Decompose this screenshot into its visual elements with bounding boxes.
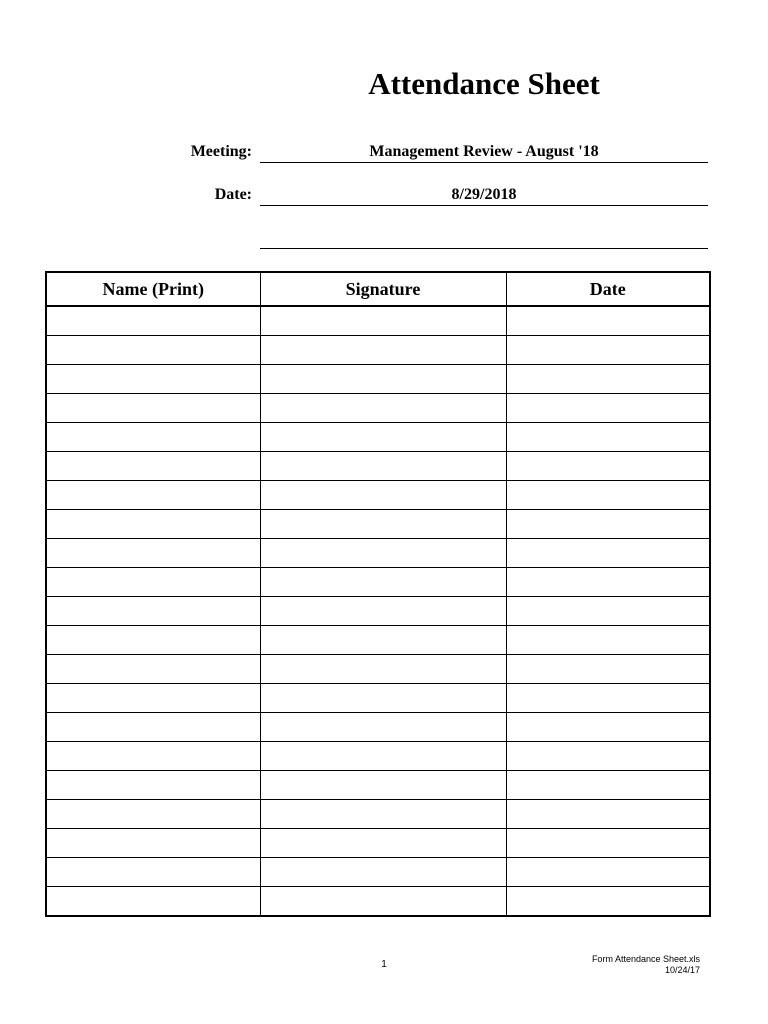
signature-cell[interactable] bbox=[260, 336, 506, 365]
table-row bbox=[46, 655, 710, 684]
column-header-name: Name (Print) bbox=[46, 272, 260, 306]
signature-cell[interactable] bbox=[260, 568, 506, 597]
name-cell[interactable] bbox=[46, 336, 260, 365]
name-cell[interactable] bbox=[46, 742, 260, 771]
signature-cell[interactable] bbox=[260, 306, 506, 336]
page-number: 1 bbox=[381, 959, 387, 970]
date-cell[interactable] bbox=[506, 655, 710, 684]
table-row bbox=[46, 306, 710, 336]
signature-cell[interactable] bbox=[260, 539, 506, 568]
date-cell[interactable] bbox=[506, 771, 710, 800]
signature-cell[interactable] bbox=[260, 655, 506, 684]
date-cell[interactable] bbox=[506, 539, 710, 568]
signature-cell[interactable] bbox=[260, 394, 506, 423]
signature-cell[interactable] bbox=[260, 481, 506, 510]
date-cell[interactable] bbox=[506, 713, 710, 742]
table-row bbox=[46, 800, 710, 829]
date-value[interactable]: 8/29/2018 bbox=[451, 186, 517, 203]
signature-cell[interactable] bbox=[260, 771, 506, 800]
name-cell[interactable] bbox=[46, 306, 260, 336]
date-cell[interactable] bbox=[506, 684, 710, 713]
revision-date: 10/24/17 bbox=[664, 965, 700, 975]
signature-cell[interactable] bbox=[260, 626, 506, 655]
name-cell[interactable] bbox=[46, 887, 260, 917]
table-row bbox=[46, 742, 710, 771]
name-cell[interactable] bbox=[46, 655, 260, 684]
date-label: Date: bbox=[214, 186, 252, 203]
signature-cell[interactable] bbox=[260, 510, 506, 539]
name-cell[interactable] bbox=[46, 713, 260, 742]
name-cell[interactable] bbox=[46, 858, 260, 887]
table-row bbox=[46, 771, 710, 800]
signature-cell[interactable] bbox=[260, 800, 506, 829]
table-row bbox=[46, 858, 710, 887]
meeting-label: Meeting: bbox=[190, 143, 252, 160]
date-cell[interactable] bbox=[506, 365, 710, 394]
table-row bbox=[46, 510, 710, 539]
name-cell[interactable] bbox=[46, 597, 260, 626]
meeting-value[interactable]: Management Review - August '18 bbox=[369, 143, 599, 160]
table-row bbox=[46, 568, 710, 597]
date-cell[interactable] bbox=[506, 423, 710, 452]
table-row bbox=[46, 423, 710, 452]
table-row bbox=[46, 539, 710, 568]
name-cell[interactable] bbox=[46, 452, 260, 481]
table-row bbox=[46, 829, 710, 858]
attendance-rows bbox=[46, 306, 710, 916]
signature-cell[interactable] bbox=[260, 684, 506, 713]
name-cell[interactable] bbox=[46, 481, 260, 510]
file-name: Form Attendance Sheet.xls bbox=[591, 954, 700, 964]
date-cell[interactable] bbox=[506, 394, 710, 423]
name-cell[interactable] bbox=[46, 684, 260, 713]
signature-cell[interactable] bbox=[260, 713, 506, 742]
date-cell[interactable] bbox=[506, 336, 710, 365]
table-row bbox=[46, 626, 710, 655]
table-row bbox=[46, 713, 710, 742]
date-cell[interactable] bbox=[506, 597, 710, 626]
name-cell[interactable] bbox=[46, 626, 260, 655]
date-cell[interactable] bbox=[506, 626, 710, 655]
name-cell[interactable] bbox=[46, 423, 260, 452]
date-cell[interactable] bbox=[506, 829, 710, 858]
date-cell[interactable] bbox=[506, 742, 710, 771]
signature-cell[interactable] bbox=[260, 452, 506, 481]
signature-cell[interactable] bbox=[260, 365, 506, 394]
file-info bbox=[500, 954, 700, 976]
date-cell[interactable] bbox=[506, 306, 710, 336]
name-cell[interactable] bbox=[46, 365, 260, 394]
date-cell[interactable] bbox=[506, 887, 710, 917]
date-cell[interactable] bbox=[506, 481, 710, 510]
table-row bbox=[46, 597, 710, 626]
date-cell[interactable] bbox=[506, 858, 710, 887]
table-row bbox=[46, 394, 710, 423]
signature-cell[interactable] bbox=[260, 829, 506, 858]
column-header-date: Date bbox=[506, 272, 710, 306]
date-underline bbox=[260, 205, 708, 206]
name-cell[interactable] bbox=[46, 829, 260, 858]
signature-cell[interactable] bbox=[260, 887, 506, 917]
name-cell[interactable] bbox=[46, 771, 260, 800]
page-title: Attendance Sheet bbox=[368, 66, 600, 101]
attendance-table bbox=[45, 271, 711, 917]
date-cell[interactable] bbox=[506, 800, 710, 829]
column-header-signature: Signature bbox=[260, 272, 506, 306]
date-cell[interactable] bbox=[506, 452, 710, 481]
name-cell[interactable] bbox=[46, 394, 260, 423]
table-row bbox=[46, 481, 710, 510]
table-row bbox=[46, 684, 710, 713]
date-cell[interactable] bbox=[506, 568, 710, 597]
date-cell[interactable] bbox=[506, 510, 710, 539]
meeting-underline bbox=[260, 162, 708, 163]
name-cell[interactable] bbox=[46, 510, 260, 539]
signature-cell[interactable] bbox=[260, 423, 506, 452]
signature-cell[interactable] bbox=[260, 858, 506, 887]
signature-cell[interactable] bbox=[260, 597, 506, 626]
name-cell[interactable] bbox=[46, 800, 260, 829]
table-row bbox=[46, 365, 710, 394]
name-cell[interactable] bbox=[46, 568, 260, 597]
signature-cell[interactable] bbox=[260, 742, 506, 771]
name-cell[interactable] bbox=[46, 539, 260, 568]
blank-field-underline bbox=[260, 248, 708, 249]
table-row bbox=[46, 336, 710, 365]
table-row bbox=[46, 887, 710, 917]
table-header-row bbox=[46, 272, 710, 306]
table-row bbox=[46, 452, 710, 481]
